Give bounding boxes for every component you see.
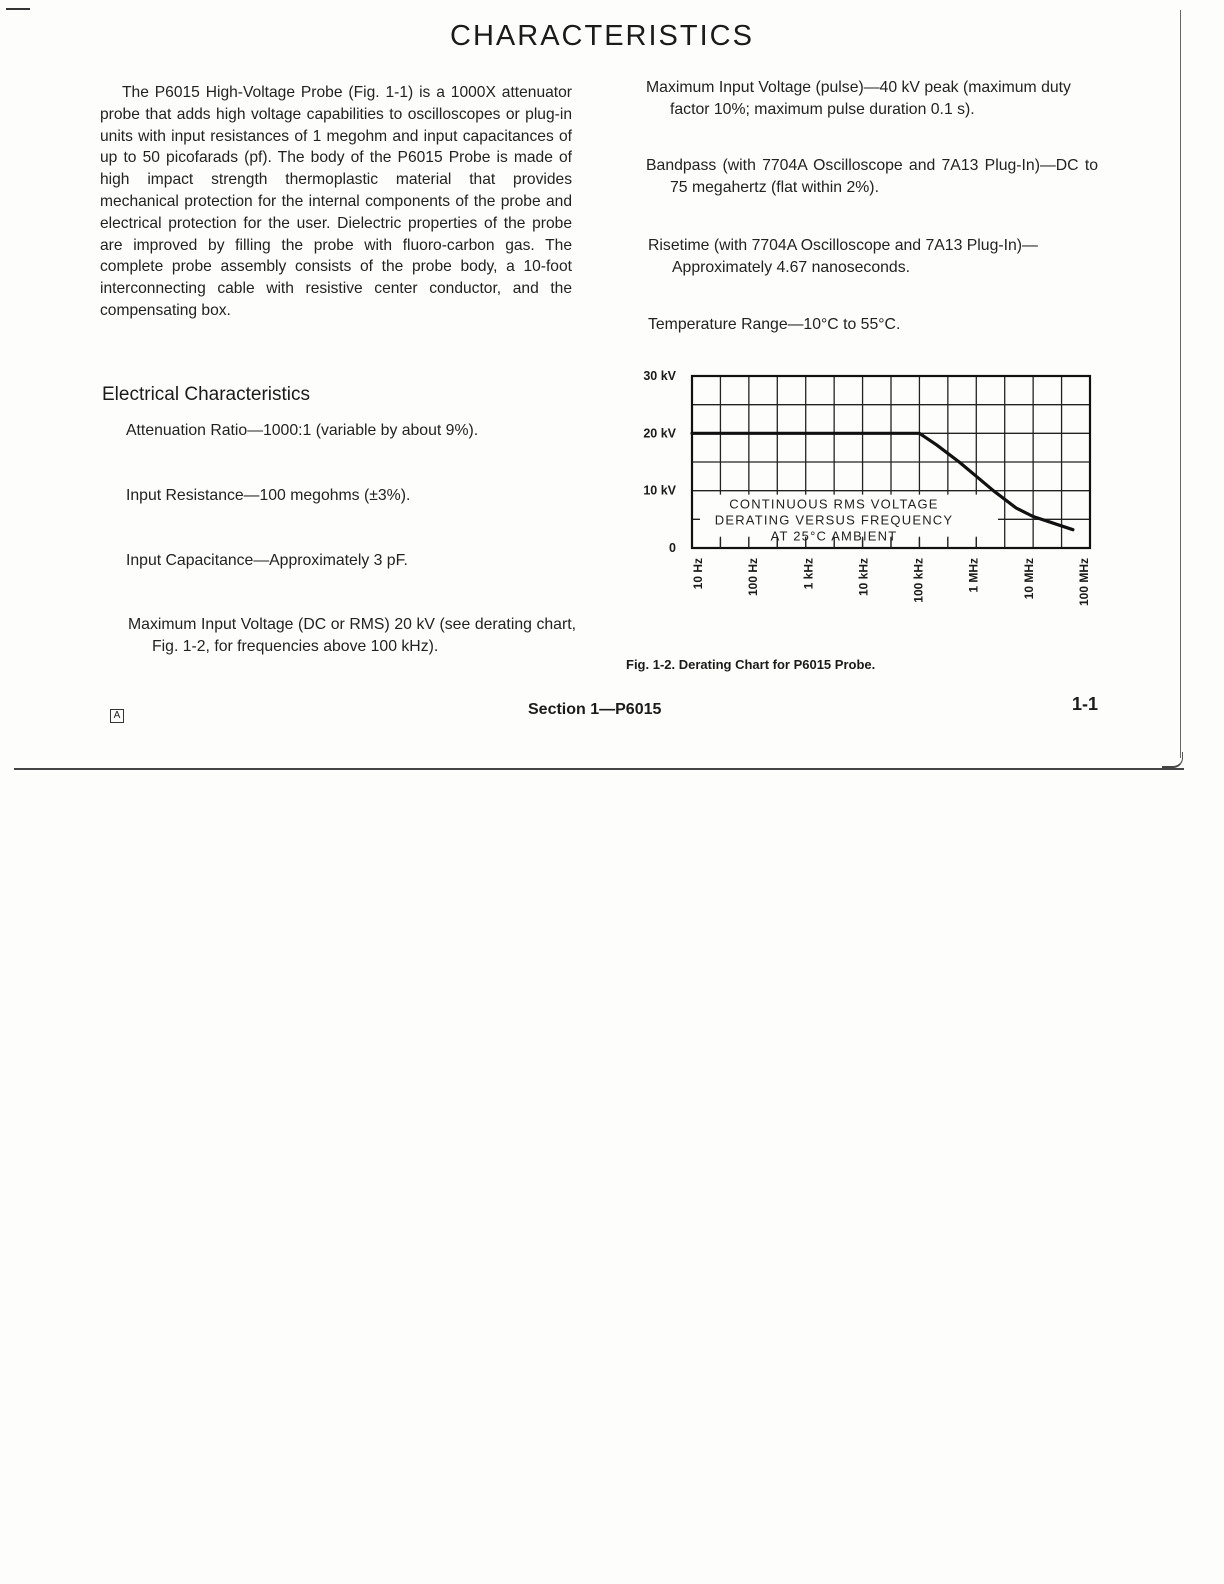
x-tick-label: 100 kHz — [911, 558, 926, 603]
chart-annotation — [700, 495, 998, 548]
spec-risetime: Risetime (with 7704A Oscilloscope and 7A13 Plug-In)—Approximately 4.67 nanoseconds. — [648, 237, 1038, 276]
intro-paragraph: The P6015 High-Voltage Probe (Fig. 1-1) is a 1000X attenuator probe that adds high voltage capabilities to oscilloscopes or plug-in units with input resistances of 1 megohm and input capacitances of up to 50 picofarads (pf). The body of the P6015 Probe is made of high impact strength thermoplastic material that provides mechanical protection for the internal components of the probe and electrical protection for the user. Dielectric properties of the probe are improved by filling the probe with fluoro-carbon gas. The complete probe assembly consists of the probe body, a 10-foot interconnecting cable with resistive center conductor, and the compensating box. — [100, 84, 572, 319]
electrical-characteristics-heading: Electrical Characteristics — [102, 384, 310, 405]
derating-chart — [620, 362, 1110, 632]
x-tick-label: 1 kHz — [801, 558, 816, 590]
spec-max-input-voltage-dc: Maximum Input Voltage (DC or RMS) 20 kV (see derating chart, Fig. 1-2, for frequencies above 100 kHz). — [128, 616, 576, 655]
page-number: 1-1 — [1072, 694, 1099, 714]
y-tick-label: 0 — [669, 541, 676, 555]
spec-attenuation-ratio: Attenuation Ratio—1000:1 (variable by about 9%). — [126, 422, 479, 439]
spec-input-resistance: Input Resistance—100 megohms (±3%). — [126, 487, 411, 504]
footer-section: Section 1—P6015 — [528, 701, 662, 718]
x-tick-label: 10 kHz — [856, 558, 871, 597]
x-tick-label: 100 Hz — [746, 558, 761, 597]
figure-caption: Fig. 1-2. Derating Chart for P6015 Probe. — [626, 657, 876, 672]
y-tick-label: 30 kV — [643, 369, 676, 383]
page-edge-bottom — [14, 768, 1184, 770]
spec-max-input-voltage-pulse: Maximum Input Voltage (pulse)—40 kV peak (maximum duty factor 10%; maximum pulse duration 0.1 s). — [646, 79, 1071, 118]
page-edge-corner — [1162, 752, 1183, 768]
y-tick-label: 10 kV — [643, 483, 676, 498]
scan-mark — [6, 8, 30, 10]
annotation-line: DERATING VERSUS FREQUENCY — [714, 512, 954, 528]
spec-bandpass: Bandpass (with 7704A Oscilloscope and 7A13 Plug-In)—DC to 75 megahertz (flat within 2%). — [646, 157, 1098, 196]
y-tick-label: 20 kV — [643, 426, 676, 441]
x-tick-label: 100 MHz — [1077, 558, 1091, 607]
annotation-line: AT 25°C AMBIENT — [770, 528, 898, 544]
x-tick-label: 1 MHz — [966, 558, 981, 593]
page-edge-right — [1180, 10, 1181, 758]
x-tick-label: 10 Hz — [691, 558, 705, 590]
page-title: CHARACTERISTICS — [450, 20, 754, 52]
spec-temperature-range: Temperature Range—10°C to 55°C. — [648, 316, 901, 333]
annotation-line: CONTINUOUS RMS VOLTAGE — [729, 496, 939, 512]
x-tick-label: 10 MHz — [1021, 558, 1036, 600]
spec-input-capacitance: Input Capacitance—Approximately 3 pF. — [126, 552, 408, 569]
revision-mark: A — [110, 709, 124, 723]
